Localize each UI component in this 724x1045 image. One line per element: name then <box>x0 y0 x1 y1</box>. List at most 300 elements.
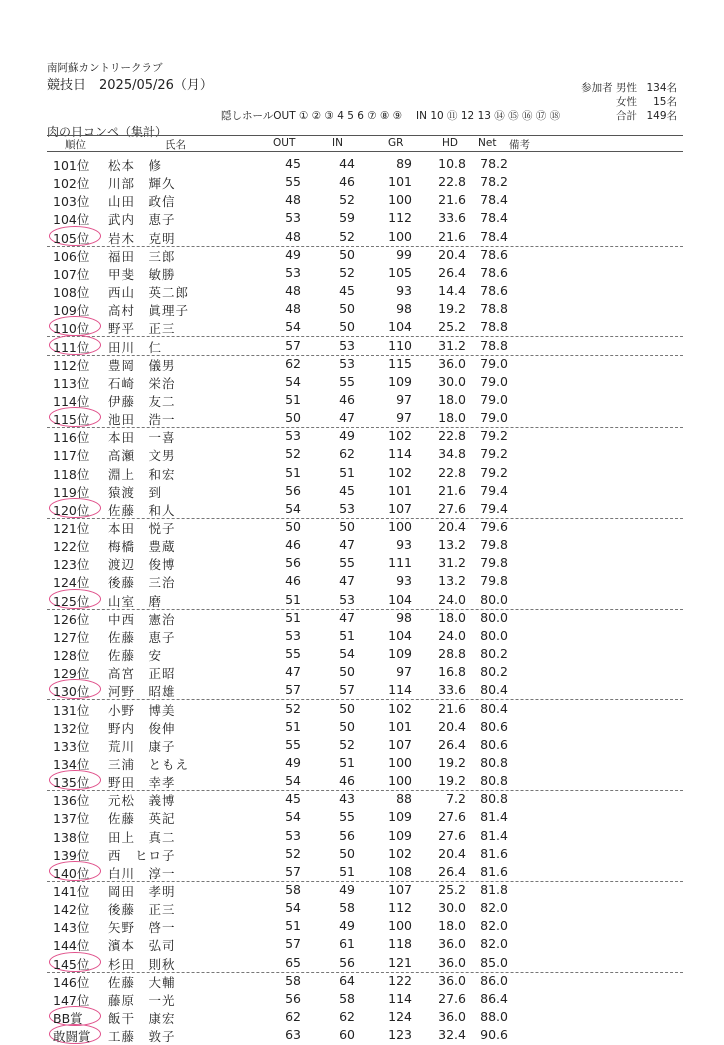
cell-rank: 140位 <box>53 865 90 881</box>
cell-out: 50 <box>285 519 301 534</box>
cell-name: 岩木 克明 <box>108 230 176 246</box>
cell-in: 52 <box>339 228 355 244</box>
cell-hd: 22.8 <box>438 174 466 190</box>
cell-in: 51 <box>339 863 355 879</box>
cell-gr: 107 <box>388 736 412 752</box>
cell-name: 渡辺 俊博 <box>108 557 176 573</box>
cell-rank: 120位 <box>53 502 90 518</box>
table-row <box>47 482 683 500</box>
cell-in: 49 <box>339 882 355 897</box>
cell-gr: 97 <box>396 410 412 426</box>
table-row <box>47 808 683 826</box>
cell-gr: 93 <box>396 283 412 299</box>
cell-gr: 101 <box>388 174 412 190</box>
cell-in: 58 <box>339 990 355 1006</box>
cell-hd: 13.2 <box>438 573 466 589</box>
col-net: Net <box>478 137 497 149</box>
cell-in: 59 <box>339 210 355 226</box>
cell-in: 58 <box>339 900 355 916</box>
cell-in: 55 <box>339 373 355 389</box>
table-row <box>47 228 683 247</box>
cell-in: 52 <box>339 736 355 752</box>
cell-in: 47 <box>339 537 355 553</box>
table-row <box>47 300 683 318</box>
cell-net: 78.6 <box>480 264 508 280</box>
cell-out: 56 <box>285 482 301 498</box>
table-row <box>47 554 683 572</box>
cell-name: 山田 政信 <box>108 194 176 210</box>
cell-name: 松本 修 <box>108 158 163 173</box>
cell-in: 50 <box>339 700 355 716</box>
cell-hd: 21.6 <box>438 192 466 208</box>
cell-hd: 27.6 <box>438 500 466 516</box>
cell-out: 56 <box>285 990 301 1006</box>
cell-name: 本田 悦子 <box>108 521 176 536</box>
cell-gr: 93 <box>396 573 412 589</box>
cell-rank: 123位 <box>53 557 90 573</box>
cell-gr: 100 <box>388 918 412 934</box>
cell-out: 53 <box>285 210 301 226</box>
cell-in: 56 <box>339 827 355 843</box>
table-row <box>47 391 683 409</box>
table-row <box>47 445 683 463</box>
cell-gr: 97 <box>396 391 412 407</box>
cell-net: 78.6 <box>480 283 508 299</box>
cell-net: 79.4 <box>480 482 508 498</box>
cell-net: 90.6 <box>480 1027 508 1043</box>
cell-name: 西山 英二郎 <box>108 285 190 301</box>
table-row <box>47 917 683 935</box>
cell-in: 53 <box>339 355 355 371</box>
cell-net: 81.4 <box>480 809 508 825</box>
col-hd: HD <box>442 137 458 149</box>
cell-rank: 110位 <box>53 321 90 337</box>
cell-gr: 102 <box>388 428 412 444</box>
cell-hd: 14.4 <box>438 283 466 299</box>
cell-hd: 26.4 <box>438 863 466 879</box>
cell-hd: 27.6 <box>438 809 466 825</box>
cell-net: 80.8 <box>480 791 508 807</box>
table-row <box>47 899 683 917</box>
cell-rank: 114位 <box>53 393 90 409</box>
table-row <box>47 318 683 337</box>
cell-in: 45 <box>339 482 355 498</box>
table-row <box>47 536 683 554</box>
cell-name: 杉田 則秋 <box>108 956 176 972</box>
cell-out: 56 <box>285 555 301 571</box>
cell-gr: 93 <box>396 537 412 553</box>
cell-rank: 135位 <box>53 775 90 791</box>
cell-gr: 114 <box>388 990 412 1006</box>
cell-in: 46 <box>339 773 355 789</box>
cell-out: 52 <box>285 700 301 716</box>
cell-name: 野内 俊伸 <box>108 720 176 736</box>
cell-out: 50 <box>285 410 301 426</box>
cell-out: 58 <box>285 972 301 988</box>
cell-name: 佐藤 和人 <box>108 502 176 518</box>
cell-name: 荒川 康子 <box>108 738 176 754</box>
cell-name: 三浦 ともえ <box>108 756 190 772</box>
cell-hd: 20.4 <box>438 246 466 262</box>
cell-rank: 126位 <box>53 611 90 627</box>
cell-in: 50 <box>339 319 355 335</box>
cell-gr: 97 <box>396 664 412 680</box>
cell-name: 岡田 孝明 <box>108 884 176 899</box>
cell-gr: 109 <box>388 646 412 662</box>
table-row <box>47 591 683 610</box>
cell-gr: 118 <box>388 936 412 952</box>
cell-net: 80.6 <box>480 718 508 734</box>
cell-out: 51 <box>285 609 301 625</box>
cell-name: 本田 一喜 <box>108 430 176 446</box>
participants-total-label: 合計 <box>616 110 637 122</box>
cell-name: 佐藤 恵子 <box>108 629 176 645</box>
col-remarks: 備考 <box>509 139 530 151</box>
cell-gr: 104 <box>388 591 412 607</box>
cell-name: 高宮 正昭 <box>108 666 176 682</box>
cell-rank: 138位 <box>53 829 90 845</box>
cell-net: 81.8 <box>480 882 508 897</box>
cell-net: 80.8 <box>480 754 508 770</box>
table-row <box>47 518 683 536</box>
cell-net: 79.0 <box>480 355 508 371</box>
cell-net: 81.6 <box>480 845 508 861</box>
table-row <box>47 935 683 953</box>
cell-name: 佐藤 大輔 <box>108 974 176 990</box>
cell-hd: 18.0 <box>438 918 466 934</box>
table-row <box>47 572 683 590</box>
cell-rank: 141位 <box>53 884 90 899</box>
cell-rank: 128位 <box>53 648 90 664</box>
cell-rank: 144位 <box>53 938 90 954</box>
cell-name: 藤原 一光 <box>108 992 176 1008</box>
col-in: IN <box>332 137 343 149</box>
cell-in: 47 <box>339 410 355 426</box>
cell-rank: 146位 <box>53 974 90 990</box>
table-row <box>47 845 683 863</box>
cell-rank: 132位 <box>53 720 90 736</box>
cell-in: 53 <box>339 337 355 353</box>
cell-net: 79.2 <box>480 464 508 480</box>
cell-hd: 20.4 <box>438 718 466 734</box>
table-row <box>47 736 683 754</box>
cell-name: 後藤 正三 <box>108 902 176 918</box>
cell-out: 55 <box>285 174 301 190</box>
cell-rank: 115位 <box>53 412 90 428</box>
cell-hd: 21.6 <box>438 700 466 716</box>
cell-hd: 36.0 <box>438 1009 466 1025</box>
cell-in: 50 <box>339 718 355 734</box>
cell-out: 46 <box>285 573 301 589</box>
cell-in: 47 <box>339 609 355 625</box>
cell-net: 86.0 <box>480 972 508 988</box>
cell-name: 矢野 啓一 <box>108 920 176 936</box>
table-row <box>47 772 683 791</box>
cell-rank: 122位 <box>53 539 90 555</box>
cell-rank: 101位 <box>53 158 90 173</box>
cell-out: 54 <box>285 500 301 516</box>
cell-rank: BB賞 <box>53 1011 83 1027</box>
table-row <box>47 681 683 700</box>
cell-hd: 34.8 <box>438 446 466 462</box>
cell-hd: 13.2 <box>438 537 466 553</box>
cell-in: 49 <box>339 918 355 934</box>
cell-gr: 109 <box>388 373 412 389</box>
club-name: 南阿蘇カントリークラブ <box>47 62 163 74</box>
cell-gr: 107 <box>388 882 412 897</box>
cell-out: 46 <box>285 537 301 553</box>
cell-rank: 103位 <box>53 194 90 210</box>
cell-net: 79.8 <box>480 555 508 571</box>
table-row <box>47 790 683 808</box>
participants-female-count: 15名 <box>653 96 677 108</box>
cell-rank: 116位 <box>53 430 90 446</box>
cell-gr: 98 <box>396 609 412 625</box>
cell-hd: 36.0 <box>438 972 466 988</box>
cell-hd: 30.0 <box>438 900 466 916</box>
table-row <box>47 754 683 772</box>
cell-name: 梅橋 豊蔵 <box>108 539 176 555</box>
cell-name: 豊岡 儀男 <box>108 357 176 373</box>
table-row <box>47 500 683 519</box>
cell-net: 82.0 <box>480 936 508 952</box>
cell-hd: 16.8 <box>438 664 466 680</box>
cell-rank: 129位 <box>53 666 90 682</box>
cell-rank: 117位 <box>53 448 90 464</box>
cell-rank: 敢闘賞 <box>53 1029 91 1045</box>
table-row <box>47 972 683 990</box>
table-row <box>47 1026 683 1044</box>
cell-gr: 124 <box>388 1009 412 1025</box>
cell-hd: 31.2 <box>438 555 466 571</box>
cell-hd: 22.8 <box>438 464 466 480</box>
cell-out: 62 <box>285 355 301 371</box>
cell-out: 52 <box>285 845 301 861</box>
participants-total-count: 149名 <box>646 110 677 122</box>
cell-in: 60 <box>339 1027 355 1043</box>
cell-net: 78.8 <box>480 337 508 353</box>
table-row <box>47 1008 683 1026</box>
cell-in: 51 <box>339 754 355 770</box>
cell-hd: 20.4 <box>438 519 466 534</box>
cell-rank: 108位 <box>53 285 90 301</box>
cell-rank: 107位 <box>53 266 90 282</box>
cell-gr: 100 <box>388 519 412 534</box>
cell-net: 78.4 <box>480 228 508 244</box>
cell-in: 43 <box>339 791 355 807</box>
table-row <box>47 700 683 718</box>
cell-rank: 102位 <box>53 176 90 192</box>
cell-net: 82.0 <box>480 918 508 934</box>
cell-out: 57 <box>285 936 301 952</box>
cell-net: 78.2 <box>480 174 508 190</box>
cell-rank: 119位 <box>53 484 90 500</box>
cell-in: 61 <box>339 936 355 952</box>
table-row <box>47 881 683 899</box>
cell-hd: 18.0 <box>438 609 466 625</box>
cell-in: 46 <box>339 174 355 190</box>
cell-rank: 134位 <box>53 756 90 772</box>
cell-name: 佐藤 英記 <box>108 811 176 827</box>
cell-name: 佐藤 安 <box>108 648 163 664</box>
cell-in: 55 <box>339 809 355 825</box>
cell-gr: 101 <box>388 482 412 498</box>
cell-gr: 102 <box>388 845 412 861</box>
cell-out: 53 <box>285 827 301 843</box>
competition-title: 肉の日コンペ（集計） <box>47 125 168 139</box>
cell-hd: 26.4 <box>438 736 466 752</box>
cell-net: 79.8 <box>480 537 508 553</box>
cell-in: 56 <box>339 954 355 970</box>
cell-out: 53 <box>285 428 301 444</box>
cell-gr: 101 <box>388 718 412 734</box>
cell-net: 80.4 <box>480 682 508 698</box>
cell-gr: 104 <box>388 319 412 335</box>
cell-out: 47 <box>285 664 301 680</box>
cell-rank: 142位 <box>53 902 90 918</box>
table-row <box>47 827 683 845</box>
cell-net: 80.8 <box>480 773 508 789</box>
cell-gr: 89 <box>396 156 412 171</box>
cell-hd: 18.0 <box>438 410 466 426</box>
cell-out: 55 <box>285 736 301 752</box>
cell-hd: 19.2 <box>438 754 466 770</box>
cell-name: 小野 博美 <box>108 702 176 718</box>
cell-net: 78.8 <box>480 319 508 335</box>
cell-rank: 136位 <box>53 793 90 809</box>
cell-gr: 123 <box>388 1027 412 1043</box>
cell-out: 58 <box>285 882 301 897</box>
cell-rank: 147位 <box>53 992 90 1008</box>
cell-hd: 30.0 <box>438 373 466 389</box>
cell-out: 54 <box>285 809 301 825</box>
cell-out: 63 <box>285 1027 301 1043</box>
cell-out: 48 <box>285 192 301 208</box>
cell-net: 82.0 <box>480 900 508 916</box>
table-row <box>47 264 683 282</box>
cell-net: 80.4 <box>480 700 508 716</box>
cell-rank: 112位 <box>53 357 90 373</box>
cell-in: 47 <box>339 573 355 589</box>
cell-net: 79.4 <box>480 500 508 516</box>
cell-net: 80.0 <box>480 609 508 625</box>
cell-net: 86.4 <box>480 990 508 1006</box>
cell-gr: 122 <box>388 972 412 988</box>
table-row <box>47 337 683 356</box>
cell-gr: 88 <box>396 791 412 807</box>
cell-name: 川部 輝久 <box>108 176 176 192</box>
cell-in: 53 <box>339 591 355 607</box>
cell-net: 79.6 <box>480 519 508 534</box>
cell-net: 79.0 <box>480 410 508 426</box>
cell-name: 河野 昭雄 <box>108 684 176 700</box>
cell-in: 45 <box>339 283 355 299</box>
cell-net: 78.6 <box>480 246 508 262</box>
cell-name: 山室 磨 <box>108 593 163 609</box>
cell-out: 51 <box>285 918 301 934</box>
cell-in: 49 <box>339 428 355 444</box>
cell-out: 54 <box>285 319 301 335</box>
cell-out: 57 <box>285 337 301 353</box>
cell-rank: 113位 <box>53 375 90 391</box>
table-row <box>47 663 683 681</box>
cell-name: 高村 眞理子 <box>108 303 190 319</box>
cell-gr: 98 <box>396 301 412 317</box>
cell-out: 48 <box>285 283 301 299</box>
cell-out: 51 <box>285 718 301 734</box>
cell-in: 52 <box>339 264 355 280</box>
participants-female-label: 女性 <box>616 96 637 108</box>
cell-name: 福田 三郎 <box>108 248 176 264</box>
cell-gr: 114 <box>388 446 412 462</box>
cell-hd: 10.8 <box>438 156 466 171</box>
cell-name: 池田 浩一 <box>108 412 176 428</box>
cell-name: 中西 憲治 <box>108 611 176 627</box>
cell-hd: 22.8 <box>438 428 466 444</box>
table-row <box>47 954 683 973</box>
cell-out: 51 <box>285 591 301 607</box>
table-row <box>47 718 683 736</box>
cell-hd: 33.6 <box>438 682 466 698</box>
cell-hd: 20.4 <box>438 845 466 861</box>
cell-out: 53 <box>285 627 301 643</box>
cell-gr: 105 <box>388 264 412 280</box>
cell-gr: 112 <box>388 900 412 916</box>
table-header <box>47 135 683 152</box>
cell-gr: 115 <box>388 355 412 371</box>
cell-rank: 121位 <box>53 521 90 536</box>
cell-net: 78.4 <box>480 192 508 208</box>
cell-in: 55 <box>339 555 355 571</box>
cell-hd: 24.0 <box>438 627 466 643</box>
table-row <box>47 863 683 882</box>
cell-in: 53 <box>339 500 355 516</box>
cell-in: 62 <box>339 446 355 462</box>
cell-hd: 28.8 <box>438 646 466 662</box>
cell-net: 79.2 <box>480 428 508 444</box>
cell-net: 81.4 <box>480 827 508 843</box>
cell-gr: 107 <box>388 500 412 516</box>
cell-out: 49 <box>285 246 301 262</box>
cell-net: 78.2 <box>480 156 508 171</box>
cell-name: 猿渡 到 <box>108 484 163 500</box>
table-row <box>47 246 683 264</box>
cell-in: 50 <box>339 301 355 317</box>
cell-in: 51 <box>339 464 355 480</box>
cell-rank: 105位 <box>53 230 90 246</box>
cell-hd: 27.6 <box>438 827 466 843</box>
cell-rank: 143位 <box>53 920 90 936</box>
cell-hd: 36.0 <box>438 355 466 371</box>
cell-net: 78.8 <box>480 301 508 317</box>
cell-in: 44 <box>339 156 355 171</box>
cell-name: 石崎 栄治 <box>108 375 176 391</box>
cell-rank: 124位 <box>53 575 90 591</box>
cell-net: 88.0 <box>480 1009 508 1025</box>
cell-hd: 19.2 <box>438 301 466 317</box>
cell-out: 49 <box>285 754 301 770</box>
col-rank: 順位 <box>65 139 86 151</box>
cell-out: 53 <box>285 264 301 280</box>
participants-male-label: 参加者 男性 <box>581 82 637 94</box>
cell-hd: 25.2 <box>438 882 466 897</box>
cell-gr: 108 <box>388 863 412 879</box>
cell-out: 51 <box>285 391 301 407</box>
cell-rank: 130位 <box>53 684 90 700</box>
col-name: 氏名 <box>165 139 186 151</box>
cell-net: 79.2 <box>480 446 508 462</box>
cell-name: 白川 淳一 <box>108 865 176 881</box>
